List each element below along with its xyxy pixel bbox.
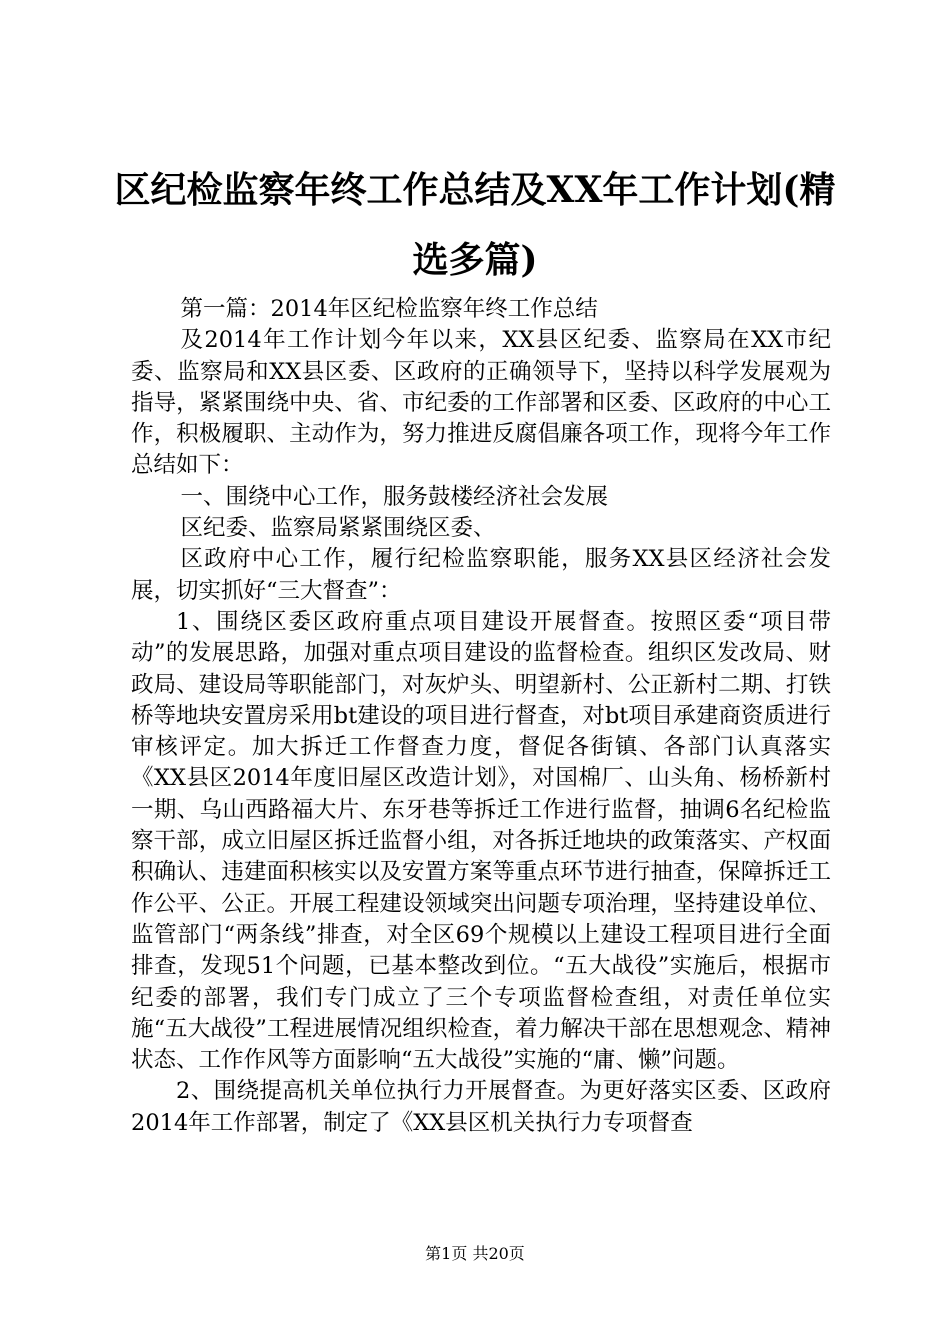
paragraph-item-1: 1、围绕区委区政府重点项目建设开展督查。按照区委“项目带动”的发展思路，加强对重点项目建设的监督检查。组织区发改局、财政局、建设局等职能部门，对灰炉头、明望新村、公正新村二期、打铁桥等地块安置房采用bt建设的项目进行督查，对bt项目承建商资质进行审核评定。加大拆迁工作督查力度，督促各街镇、各部门认真落实《XX县区2014年度旧屋区改造计划》，对国棉厂、山头角、杨桥新村一期、乌山西路福大片、东牙巷等拆迁工作进行监督，抽调6名纪检监察干部，成立旧屋区拆迁监督小组，对各拆迁地块的政策落实、产权面积确认、违建面积核实以及安置方案等重点环节进行抽查，保障拆迁工作公平、公正。开展工程建设领域突出问题专项治理，坚持建设单位、监管部门“两条线”排查，对全区69个规模以上建设工程项目进行全面排查，发现51个问题，已基本整改到位。“五大战役”实施后，根据市纪委的部署，我们专门成立了三个专项监督检查组，对责任单位实施“五大战役”工程进展情况组织检查，着力解决干部在思想观念、精神状态、工作作风等方面影响“五大战役”实施的“庸、懒”问题。 bbox=[131, 608, 831, 1074]
paragraph-item-2: 2、围绕提高机关单位执行力开展督查。为更好落实区委、区政府2014年工作部署，制定了《XX县区机关执行力专项督查 bbox=[131, 1078, 831, 1136]
page-footer: 第1页 共20页 bbox=[425, 1244, 525, 1263]
paragraph-heading-1: 一、围绕中心工作，服务鼓楼经济社会发展 bbox=[180, 483, 609, 510]
paragraph-section-heading: 第一篇：2014年区纪检监察年终工作总结 bbox=[180, 296, 598, 322]
document-title: 区纪检监察年终工作总结及XX年工作计划(精选多篇) bbox=[114, 169, 836, 281]
paragraph-three-supervisions: 区政府中心工作，履行纪检监察职能，服务XX县区经济社会发展，切实抓好“三大督查”： bbox=[131, 546, 831, 604]
paragraph-line: 区纪委、监察局紧紧围绕区委、 bbox=[180, 515, 496, 542]
document-body bbox=[131, 294, 831, 1139]
paragraph-intro: 及2014年工作计划今年以来，XX县区纪委、监察局在XX市纪委、监察局和XX县区委、区政府的正确领导下，坚持以科学发展观为指导，紧紧围绕中央、省、市纪委的工作部署和区委、区政府的中心工作，积极履职、主动作为，努力推进反腐倡廉各项工作，现将今年工作总结如下： bbox=[131, 327, 831, 479]
